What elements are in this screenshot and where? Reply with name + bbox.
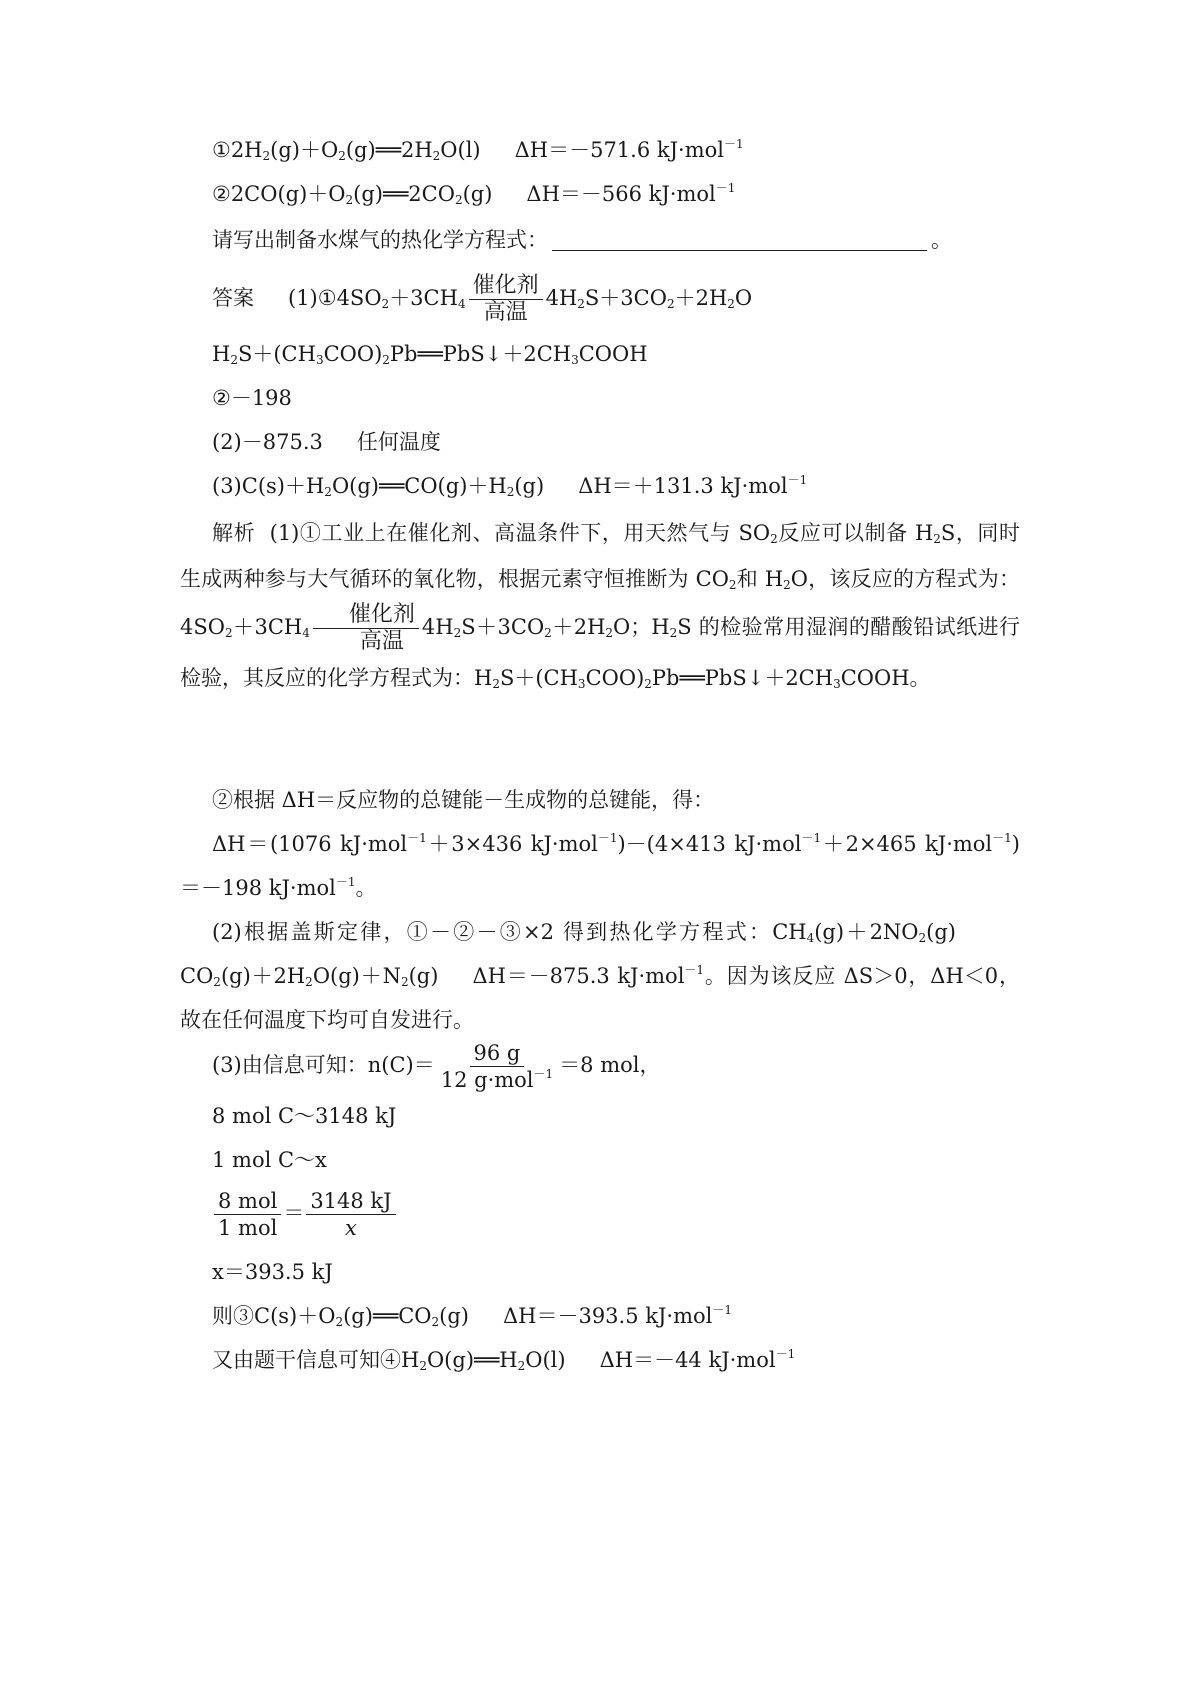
analysis-line-5: 则$③C(s)+O_2(g)══CO_2(g)$ ΔH＝－393.5 kJ·mol$^{-1}$ bbox=[212, 1303, 732, 1329]
answer-line-5: $(3)C(s)+H_2O(g)══CO(g)+H_2(g)$ ΔH＝＋131.3 kJ·mol$^{-1}$ bbox=[212, 473, 808, 499]
analysis-line-6: 又由题干信息可知$④H_2O(g)══H_2O(l)$ ΔH＝－44 kJ·mol$^{-1}$ bbox=[212, 1347, 796, 1373]
molar-fraction: $\frac{96 g}{12 g\cdot mol^{-1}}$ bbox=[440, 1041, 554, 1092]
answer-line-1: 答案 $(1)①4SO_2+3CH_4$ 催化剂 高温 $4H_2S+3CO_2+2H_2O$ bbox=[212, 273, 753, 325]
question-line: 请写出制备水煤气的热化学方程式： 。 bbox=[212, 228, 952, 252]
answer-line-2: $H_2S+(CH_3COO)_2Pb══PbS↓+2CH_3COOH$ bbox=[212, 342, 648, 367]
analysis-paragraph-1: 解析 (1)①工业上在催化剂、高温条件下，用天然气与 $SO_2$反应可以制备 $H_2S$，同时生成两种参与大气循环的氧化物，根据元素守恒推断为 $CO_2$和 $H_2O$，该反应的方程式为：$4SO_2+3CH_4$ 催化剂 高温 $4H_2S+3CO_2+2H_2O$；$H_2S$ 的检验常用湿润的醋酸铅试纸进行检验，其反应的化学方程式为：$H_2S+(CH_3COO)_2Pb══PbS↓+2CH_3COOH$。 bbox=[180, 521, 1020, 691]
analysis-line-2: 1 mol C～x bbox=[212, 1148, 327, 1172]
ratio-fraction-right: $\frac{3148 kJ}{x}$ bbox=[306, 1188, 395, 1241]
analysis-paragraph-5: (3)由信息可知：n(C)＝ $\frac{96 g}{12 g\cdot mol^{-1}}$ ＝8 mol， bbox=[212, 1041, 661, 1092]
reaction-condition: 催化剂 高温 bbox=[469, 273, 543, 326]
analysis-paragraph-2: ②根据 ΔH＝反应物的总键能－生成物的总键能，得： bbox=[212, 788, 715, 812]
answer-blank[interactable] bbox=[552, 230, 927, 251]
reaction-condition: 催化剂 高温 bbox=[313, 602, 419, 655]
analysis-line-3: $\frac{\text{8 mol}}{\text{1 mol}}$ ＝ $\frac{3148 kJ}{x}$ bbox=[212, 1184, 398, 1242]
analysis-line-1: 8 mol C～3148 kJ bbox=[212, 1104, 397, 1128]
answer-label: 答案 bbox=[212, 286, 254, 310]
analysis-label: 解析 bbox=[212, 521, 256, 545]
analysis-paragraph-4: (2)根据盖斯定律，①－②－③×2 得到热化学方程式：$CH_4(g)+2NO_2(g)CO_2(g)+2H_2O(g)+N_2(g)$ ΔH＝－875.3 kJ·mol$^{-1}$。因为该反应 ΔS＞0，ΔH＜0，故在任何温度下均可自发进行。 bbox=[180, 920, 1020, 1032]
equation-1: $①2H_2(g)+O_2(g)══2H_2O(l)$ ΔH＝－571.6 kJ·mol$^{-1}$ bbox=[212, 137, 744, 163]
equation-2: $②2CO(g)+O_2(g)══2CO_2(g)$ ΔH＝－566 kJ·mol$^{-1}$ bbox=[212, 181, 736, 207]
analysis-paragraph-3: ΔH＝(1076 kJ·mol$^{-1}$＋3×436 kJ·mol$^{-1}$)－(4×413 kJ·mol$^{-1}$＋2×465 kJ·mol$^{-1}$)＝－198 kJ·mol$^{-1}$。 bbox=[180, 831, 1020, 900]
answer-line-3: ②－198 bbox=[212, 386, 292, 410]
analysis-line-4: x＝393.5 kJ bbox=[212, 1260, 333, 1284]
ratio-fraction-left: $\frac{\text{8 mol}}{\text{1 mol}}$ bbox=[214, 1188, 281, 1241]
answer-line-4: (2)－875.3 任何温度 bbox=[212, 430, 441, 454]
